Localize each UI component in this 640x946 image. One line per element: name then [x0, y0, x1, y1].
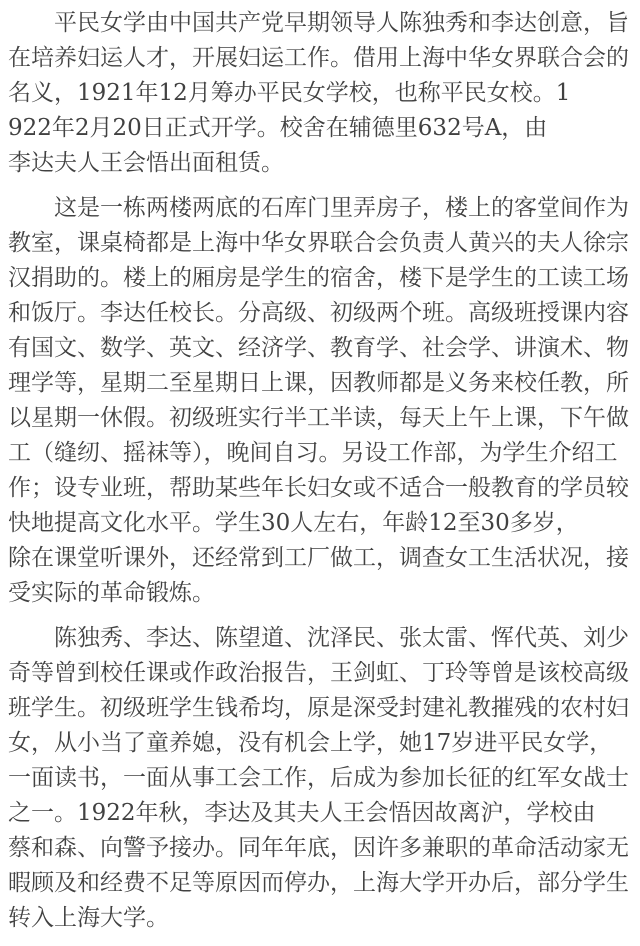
text-line: 和饭厅。李达任校长。分高级、初级两个班。高级班授课内容: [8, 300, 629, 326]
text-line: 奇等曾到校任课或作政治报告，王剑虹、丁玲等曾是该校高级: [8, 660, 629, 686]
text-line: 以星期一休假。初级班实行半工半读，每天上午上课，下午做: [8, 405, 629, 431]
text-line: 快地提高文化水平。学生30人左右，年龄12至30多岁，: [8, 510, 579, 536]
paragraph: [8, 621, 632, 936]
text-line: 作；设专业班，帮助某些年长妇女或不适合一般教育的学员较: [8, 475, 629, 501]
text-line: 女，从小当了童养媳，没有机会上学，她17岁进平民女学，: [8, 730, 613, 756]
text-line: 暇顾及和经费不足等原因而停办，上海大学开办后，部分学生: [8, 870, 629, 896]
text-line: 班学生。初级班学生钱希均，原是深受封建礼教摧残的农村妇: [8, 695, 629, 721]
text-line: 有国文、数学、英文、经济学、教育学、社会学、讲演术、物: [8, 335, 629, 361]
text-line: 汉捐助的。楼上的厢房是学生的宿舍，楼下是学生的工读工场: [8, 265, 629, 291]
text-line: 平民女学由中国共产党早期领导人陈独秀和李达创意，旨: [54, 10, 629, 36]
text-line: 转入上海大学。: [8, 905, 169, 931]
text-line: 922年2月20日正式开学。校舍在辅德里632号A，由: [8, 115, 548, 141]
text-line: 除在课堂听课外，还经常到工厂做工，调查女工生活状况，接: [8, 545, 629, 571]
paragraph: [8, 6, 632, 181]
text-line: 受实际的革命锻炼。: [8, 580, 215, 606]
text-line: 理学等，星期二至星期日上课，因教师都是义务来校任教，所: [8, 370, 629, 396]
text-line: 工（缝纫、摇袜等），晚间自习。另设工作部，为学生介绍工: [8, 440, 618, 466]
text-line: 在培养妇运人才，开展妇运工作。借用上海中华女界联合会的: [8, 45, 629, 71]
text-line: 之一。1922年秋，李达及其夫人王会悟因故离沪，学校由: [8, 800, 596, 826]
text-line: 陈独秀、李达、陈望道、沈泽民、张太雷、恽代英、刘少: [54, 625, 629, 651]
text-line: 一面读书，一面从事工会工作，后成为参加长征的红军女战士: [8, 765, 629, 791]
text-line: 这是一栋两楼两底的石库门里弄房子，楼上的客堂间作为: [54, 195, 629, 221]
text-line: 蔡和森、向警予接办。同年年底，因许多兼职的革命活动家无: [8, 835, 629, 861]
text-line: 名义，1921年12月筹办平民女学校，也称平民女校。1: [8, 80, 571, 106]
text-line: 教室，课桌椅都是上海中华女界联合会负责人黄兴的夫人徐宗: [8, 230, 629, 256]
text-line: 李达夫人王会悟出面租赁。: [8, 150, 284, 176]
paragraph: [8, 191, 632, 611]
